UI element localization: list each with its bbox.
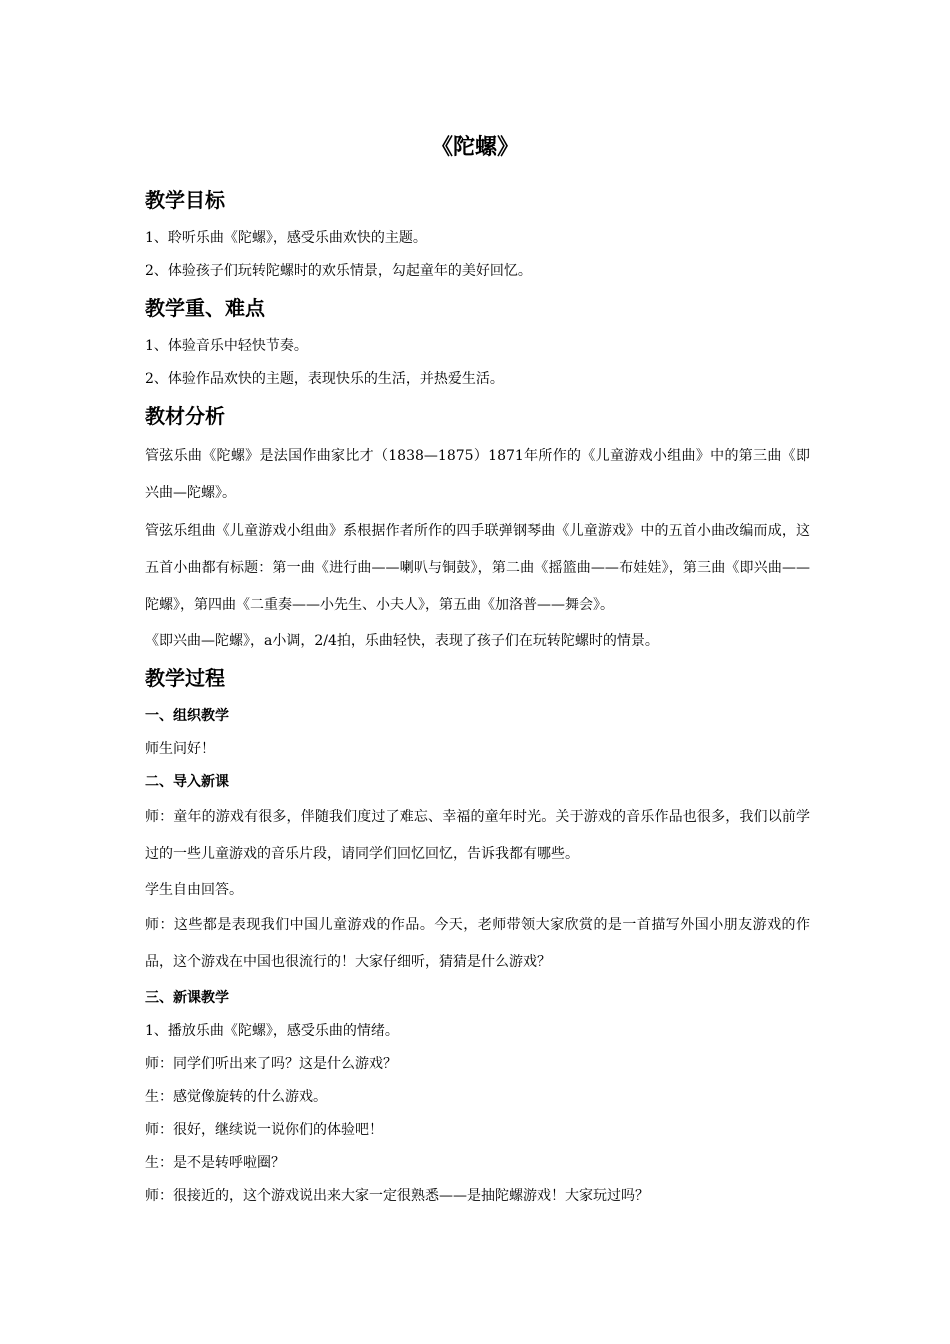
section-heading-goals: 教学目标 [145,188,225,212]
analysis-paragraph: 管弦乐曲《陀螺》是法国作曲家比才（1838—1875）1871年所作的《儿童游戏小组曲》中的第三曲《即兴曲—陀螺》。 [145,448,810,501]
step-heading-new-lesson: 三、新课教学 [145,990,229,1006]
key-point-item: 2、体验作品欢快的主题，表现快乐的生活，并热爱生活。 [145,371,504,387]
analysis-paragraph: 管弦乐组曲《儿童游戏小组曲》系根据作者所作的四手联弹钢琴曲《儿童游戏》中的五首小曲改编而成，这五首小曲都有标题：第一曲《进行曲——喇叭与铜鼓》，第二曲《摇篮曲——布娃娃》，第三曲《即兴曲——陀螺》，第四曲《二重奏——小先生、小夫人》，第五曲《加洛普——舞会》。 [145,523,810,613]
goal-item: 1、聆听乐曲《陀螺》，感受乐曲欢快的主题。 [145,230,427,246]
section-heading-key-points: 教学重、难点 [145,296,265,320]
step-heading-organize: 一、组织教学 [145,708,229,724]
process-line: 师：很接近的，这个游戏说出来大家一定很熟悉——是抽陀螺游戏！大家玩过吗？ [145,1188,649,1204]
document-body [145,180,810,1213]
process-line: 师：很好，继续说一说你们的体验吧！ [145,1122,383,1138]
process-line: 师：同学们听出来了吗？这是什么游戏？ [145,1056,397,1072]
section-heading-process: 教学过程 [145,666,225,690]
process-line: 师生问好！ [145,741,215,757]
process-line: 生：是不是转呼啦圈？ [145,1155,285,1171]
process-line: 学生自由回答。 [145,882,243,898]
step-heading-introduce: 二、导入新课 [145,774,229,790]
process-line: 1、播放乐曲《陀螺》，感受乐曲的情绪。 [145,1023,399,1039]
process-paragraph: 师：这些都是表现我们中国儿童游戏的作品。今天，老师带领大家欣赏的是一首描写外国小朋友游戏的作品，这个游戏在中国也很流行的！大家仔细听，猜猜是什么游戏？ [145,917,810,970]
document-title: 《陀螺》 [430,135,519,160]
process-paragraph: 师：童年的游戏有很多，伴随我们度过了难忘、幸福的童年时光。关于游戏的音乐作品也很多，我们以前学过的一些儿童游戏的音乐片段，请同学们回忆回忆，告诉我都有哪些。 [145,809,810,862]
key-point-item: 1、体验音乐中轻快节奏。 [145,338,308,354]
goal-item: 2、体验孩子们玩转陀螺时的欢乐情景，勾起童年的美好回忆。 [145,263,532,279]
process-line: 生：感觉像旋转的什么游戏。 [145,1089,327,1105]
section-heading-analysis: 教材分析 [145,404,225,428]
analysis-paragraph: 《即兴曲—陀螺》，a小调，2/4拍，乐曲轻快，表现了孩子们在玩转陀螺时的情景。 [145,633,659,649]
